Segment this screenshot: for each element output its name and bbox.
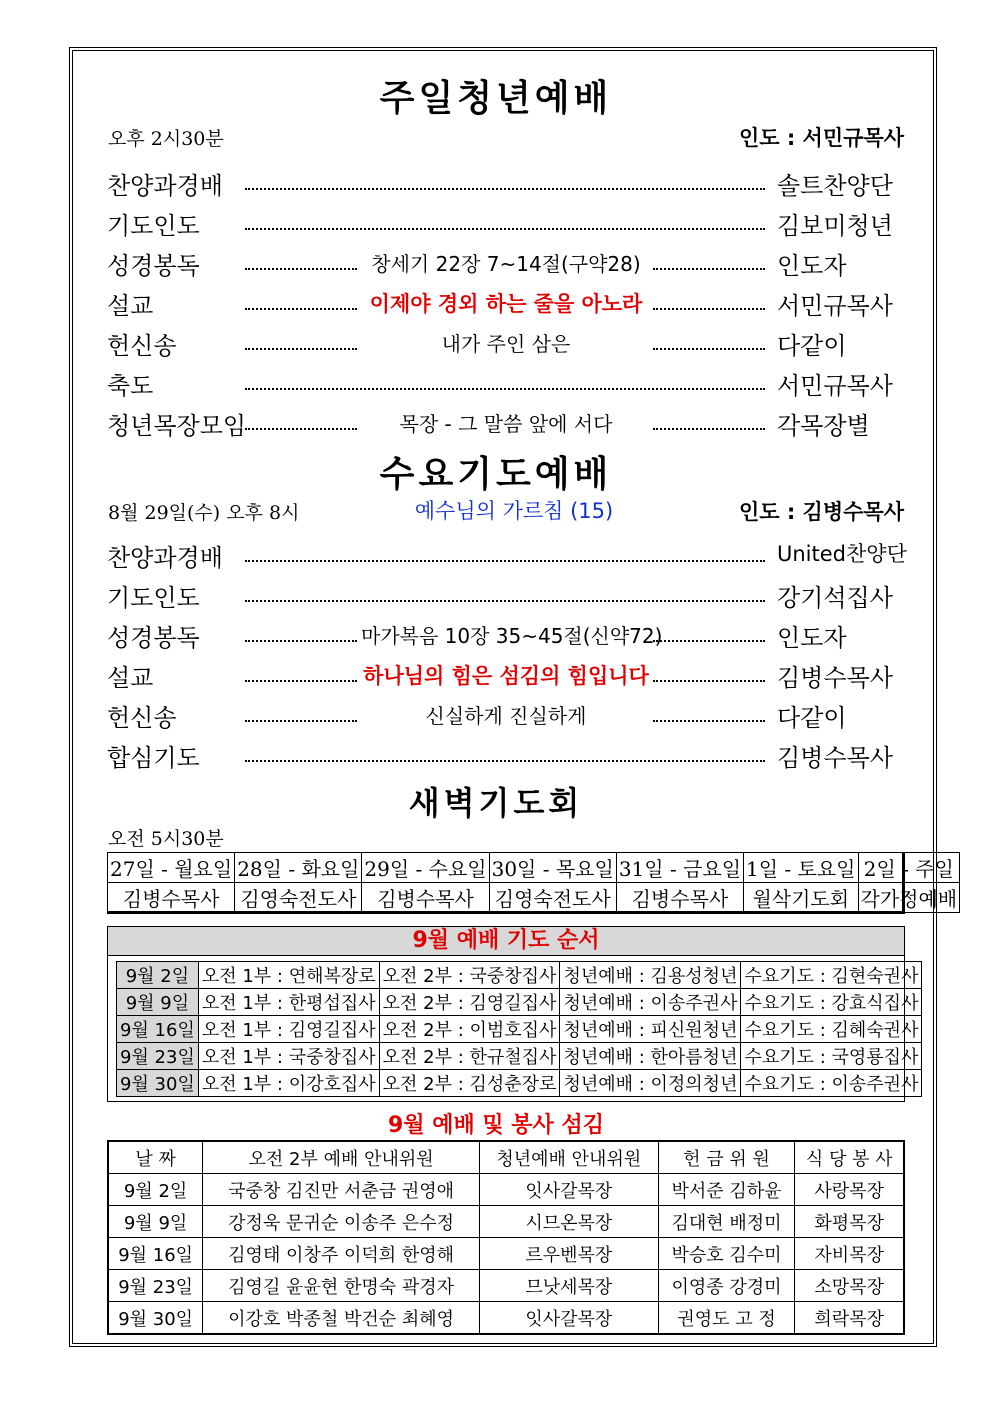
- wednesday-series: 예수님의 가르침 (15): [414, 499, 614, 523]
- sunday-service-title: 주일청년예배: [379, 78, 613, 119]
- service-cell: 국중창 김진만 서춘금 권영애: [203, 1174, 480, 1206]
- prayer-order-row: [117, 1016, 922, 1043]
- prayer-order-cell: 청년예배 : 피신원청년: [560, 1016, 741, 1043]
- prayer-order-table: [116, 961, 922, 1097]
- order-row: [107, 286, 905, 322]
- service-title: 9월 예배 및 봉사 섬김: [388, 1113, 604, 1138]
- service-cell: 9월 16일: [108, 1238, 203, 1270]
- order-person: 인도자: [777, 252, 847, 280]
- order-detail: 내가 주인 삼은: [441, 332, 571, 356]
- prayer-order-title: 9월 예배 기도 순서: [108, 927, 904, 956]
- prayer-order-cell: 오전 2부 : 김성춘장로: [379, 1070, 560, 1097]
- order-person: 각목장별: [777, 412, 870, 440]
- leader-dots: [245, 228, 765, 230]
- order-row: [107, 206, 905, 242]
- service-cell: 9월 9일: [108, 1206, 203, 1238]
- order-label: 합심기도: [107, 744, 200, 772]
- leader-dots: [245, 268, 357, 270]
- service-cell: 9월 30일: [108, 1302, 203, 1335]
- order-label: 찬양과경배: [107, 172, 223, 200]
- order-label: 기도인도: [107, 584, 200, 612]
- service-cell: 므낫세목장: [479, 1270, 658, 1302]
- dawn-day-cell: 30일 - 목요일: [489, 853, 616, 883]
- order-person: 솔트찬양단: [777, 172, 893, 200]
- service-row: [108, 1206, 904, 1238]
- dawn-leader-cell: 김영숙전도사: [489, 883, 616, 913]
- order-label: 축도: [107, 372, 154, 400]
- prayer-order-cell: 수요기도 : 강효식집사: [741, 989, 922, 1016]
- dawn-leader-cell: 김병수목사: [362, 883, 489, 913]
- prayer-order-cell: 오전 1부 : 국중창집사: [198, 1043, 379, 1070]
- dawn-leader-cell: 월삭기도회: [744, 883, 858, 913]
- prayer-order-cell: 청년예배 : 한아름청년: [560, 1043, 741, 1070]
- prayer-order-cell: 수요기도 : 김현숙권사: [741, 962, 922, 989]
- service-row: [108, 1302, 904, 1335]
- dawn-day-cell: 28일 - 화요일: [235, 853, 362, 883]
- service-cell: 박서준 김하윤: [658, 1174, 795, 1206]
- prayer-order-cell: 9월 16일: [117, 1016, 199, 1043]
- prayer-order-cell: 오전 2부 : 한규철집사: [379, 1043, 560, 1070]
- dawn-day-cell: 29일 - 수요일: [362, 853, 489, 883]
- order-person: 강기석집사: [777, 584, 893, 612]
- leader-dots: [653, 308, 765, 310]
- order-row: [107, 698, 905, 734]
- service-header-cell: 오전 2부 예배 안내위원: [203, 1141, 480, 1174]
- order-row: [107, 618, 905, 654]
- dawn-leader-cell: 각가정예배: [858, 883, 960, 913]
- service-cell: 권영도 고 정: [658, 1302, 795, 1335]
- leader-dots: [245, 640, 357, 642]
- order-row: [107, 538, 905, 574]
- dawn-day-cell: 27일 - 월요일: [108, 853, 235, 883]
- leader-dots: [245, 348, 357, 350]
- service-cell: 사랑목장: [795, 1174, 904, 1206]
- prayer-order-cell: 오전 1부 : 이강호집사: [198, 1070, 379, 1097]
- service-cell: 자비목장: [795, 1238, 904, 1270]
- order-detail: 신실하게 진실하게: [425, 704, 587, 728]
- service-table: [107, 1140, 905, 1335]
- order-row: [107, 658, 905, 694]
- order-row: [107, 738, 905, 774]
- service-header-cell: 날 짜: [108, 1141, 203, 1174]
- prayer-order-cell: 9월 2일: [117, 962, 199, 989]
- wednesday-leader: 인도 : 김병수목사: [738, 500, 904, 524]
- order-person: 다같이: [777, 332, 847, 360]
- prayer-order-row: [117, 1070, 922, 1097]
- dawn-schedule-table: [107, 852, 960, 913]
- service-cell: 김영길 윤윤현 한명숙 곽경자: [203, 1270, 480, 1302]
- order-label: 찬양과경배: [107, 544, 223, 572]
- leader-dots: [653, 348, 765, 350]
- prayer-order-cell: 청년예배 : 이정의청년: [560, 1070, 741, 1097]
- prayer-order-row: [117, 989, 922, 1016]
- dawn-leader-cell: 김영숙전도사: [235, 883, 362, 913]
- order-row: [107, 166, 905, 202]
- leader-dots: [245, 188, 765, 190]
- prayer-order-cell: 오전 2부 : 김영길집사: [379, 989, 560, 1016]
- dawn-time: 오전 5시30분: [108, 828, 224, 850]
- order-detail: 이제야 경외 하는 줄을 아노라: [369, 292, 643, 316]
- service-cell: 이영종 강경미: [658, 1270, 795, 1302]
- leader-dots: [245, 600, 765, 602]
- service-cell: 김영태 이창주 이덕희 한영해: [203, 1238, 480, 1270]
- order-row: [107, 406, 905, 442]
- leader-dots: [245, 680, 357, 682]
- order-label: 설교: [107, 292, 154, 320]
- service-cell: 이강호 박종철 박건순 최혜영: [203, 1302, 480, 1335]
- order-row: [107, 246, 905, 282]
- service-row: [108, 1238, 904, 1270]
- prayer-order-cell: 수요기도 : 이송주권사: [741, 1070, 922, 1097]
- prayer-order-cell: 9월 9일: [117, 989, 199, 1016]
- prayer-order-cell: 오전 1부 : 김영길집사: [198, 1016, 379, 1043]
- order-detail: 창세기 22장 7~14절(구약28): [371, 252, 641, 276]
- prayer-order-cell: 오전 2부 : 국중창집사: [379, 962, 560, 989]
- order-label: 성경봉독: [107, 252, 200, 280]
- service-cell: 9월 23일: [108, 1270, 203, 1302]
- order-person: 김보미청년: [777, 212, 893, 240]
- leader-dots: [245, 560, 765, 562]
- order-row: [107, 366, 905, 402]
- prayer-order-box: [107, 926, 919, 1102]
- service-cell: 강정욱 문귀순 이송주 은수정: [203, 1206, 480, 1238]
- dawn-prayer-title: 새벽기도회: [408, 784, 584, 822]
- order-label: 헌신송: [107, 704, 177, 732]
- service-row: [108, 1270, 904, 1302]
- service-cell: 화평목장: [795, 1206, 904, 1238]
- order-label: 성경봉독: [107, 624, 200, 652]
- service-header-row: [108, 1141, 904, 1174]
- prayer-order-cell: 오전 2부 : 이범호집사: [379, 1016, 560, 1043]
- order-label: 헌신송: [107, 332, 177, 360]
- prayer-order-cell: 오전 1부 : 한평섭집사: [198, 989, 379, 1016]
- order-person: 서민규목사: [777, 372, 893, 400]
- service-cell: 박승호 김수미: [658, 1238, 795, 1270]
- service-cell: 김대현 배정미: [658, 1206, 795, 1238]
- prayer-order-row: [117, 962, 922, 989]
- dawn-leader-cell: 김병수목사: [108, 883, 235, 913]
- dawn-day-cell: 31일 - 금요일: [616, 853, 743, 883]
- leader-dots: [653, 268, 765, 270]
- service-cell: 희락목장: [795, 1302, 904, 1335]
- leader-dots: [245, 388, 765, 390]
- sunday-time: 오후 2시30분: [108, 128, 224, 150]
- leader-dots: [245, 308, 357, 310]
- service-cell: 르우벤목장: [479, 1238, 658, 1270]
- dawn-leader-cell: 김병수목사: [616, 883, 743, 913]
- leader-dots: [245, 760, 765, 762]
- service-cell: 잇사갈목장: [479, 1174, 658, 1206]
- order-row: [107, 326, 905, 362]
- prayer-order-cell: 청년예배 : 이송주권사: [560, 989, 741, 1016]
- order-detail: 하나님의 힘은 섬김의 힘입니다: [363, 664, 649, 688]
- leader-dots: [653, 640, 765, 642]
- service-cell: 잇사갈목장: [479, 1302, 658, 1335]
- order-person: 김병수목사: [777, 664, 893, 692]
- service-header-cell: 헌 금 위 원: [658, 1141, 795, 1174]
- order-label: 기도인도: [107, 212, 200, 240]
- leader-dots: [653, 428, 765, 430]
- prayer-order-row: [117, 1043, 922, 1070]
- wednesday-time: 8월 29일(수) 오후 8시: [108, 502, 300, 524]
- order-person: 김병수목사: [777, 744, 893, 772]
- leader-dots: [653, 680, 765, 682]
- service-header-cell: 청년예배 안내위원: [479, 1141, 658, 1174]
- prayer-order-cell: 9월 30일: [117, 1070, 199, 1097]
- sunday-leader: 인도 : 서민규목사: [738, 126, 904, 150]
- leader-dots: [245, 428, 357, 430]
- dawn-day-cell: 2일 - 주일: [858, 853, 960, 883]
- service-header-cell: 식 당 봉 사: [795, 1141, 904, 1174]
- order-person: United찬양단: [777, 542, 907, 566]
- order-label: 설교: [107, 664, 154, 692]
- order-label: 청년목장모임: [107, 412, 247, 440]
- order-person: 인도자: [777, 624, 847, 652]
- service-cell: 시므온목장: [479, 1206, 658, 1238]
- service-cell: 소망목장: [795, 1270, 904, 1302]
- prayer-order-cell: 오전 1부 : 연해복장로: [198, 962, 379, 989]
- prayer-order-cell: 청년예배 : 김용성청년: [560, 962, 741, 989]
- order-person: 서민규목사: [777, 292, 893, 320]
- order-person: 다같이: [777, 704, 847, 732]
- wednesday-service-title: 수요기도예배: [379, 454, 613, 495]
- dawn-day-cell: 1일 - 토요일: [744, 853, 858, 883]
- prayer-order-cell: 9월 23일: [117, 1043, 199, 1070]
- order-detail: 목장 - 그 말씀 앞에 서다: [399, 412, 613, 436]
- prayer-order-cell: 수요기도 : 김혜숙권사: [741, 1016, 922, 1043]
- order-row: [107, 578, 905, 614]
- service-cell: 9월 2일: [108, 1174, 203, 1206]
- leader-dots: [653, 720, 765, 722]
- leader-dots: [245, 720, 357, 722]
- order-detail: 마가복음 10장 35~45절(신약72): [361, 624, 663, 648]
- service-row: [108, 1174, 904, 1206]
- prayer-order-cell: 수요기도 : 국영룡집사: [741, 1043, 922, 1070]
